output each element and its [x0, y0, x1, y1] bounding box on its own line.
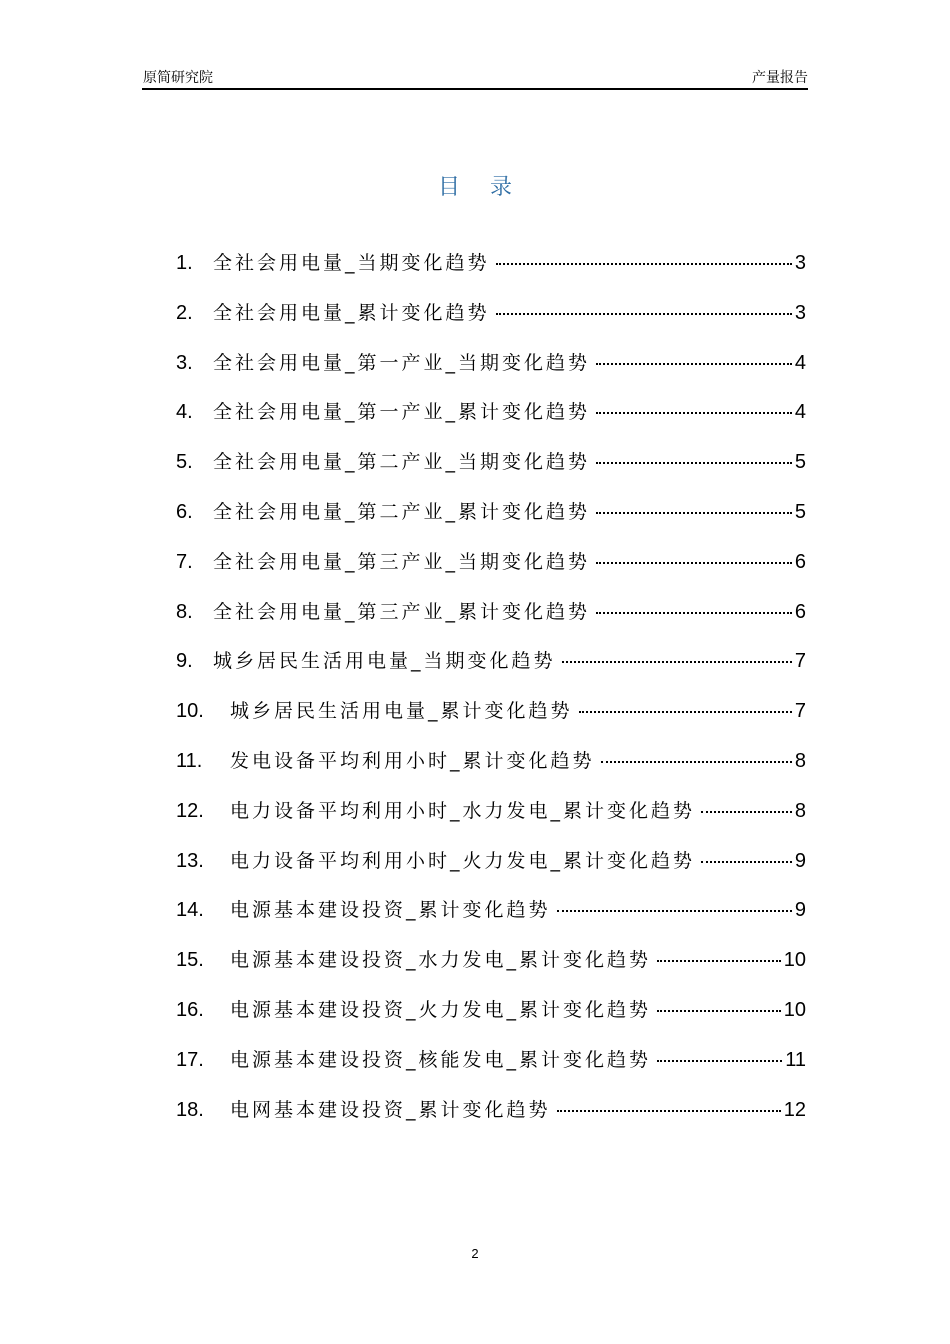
- header-organization: 原简研究院: [143, 69, 213, 85]
- toc-entry-title[interactable]: 全社会用电量_当期变化趋势: [213, 252, 490, 274]
- toc-dot-leader: [657, 1060, 782, 1062]
- toc-entry-title[interactable]: 电源基本建设投资_核能发电_累计变化趋势: [230, 1048, 652, 1071]
- toc-entry-title[interactable]: 城乡居民生活用电量_当期变化趋势: [213, 650, 556, 673]
- toc-entry-title[interactable]: 电源基本建设投资_火力发电_累计变化趋势: [230, 998, 652, 1021]
- toc-dot-leader: [601, 761, 792, 763]
- toc-entry-page[interactable]: 6: [794, 550, 806, 573]
- toc-entry-number: 5.: [176, 451, 193, 474]
- toc-entry-page[interactable]: 3: [794, 301, 806, 324]
- toc-entry-title[interactable]: 城乡居民生活用电量_累计变化趋势: [230, 700, 573, 723]
- toc-entry-number: 1.: [176, 252, 193, 274]
- toc-entry-number: 13.: [176, 849, 204, 872]
- table-of-contents: [176, 248, 806, 1144]
- toc-entry-page[interactable]: 10: [783, 949, 806, 972]
- toc-entry[interactable]: [176, 298, 806, 348]
- toc-entry-number: 18.: [176, 1098, 204, 1121]
- toc-entry-number: 3.: [176, 351, 193, 374]
- toc-entry-title[interactable]: 全社会用电量_第一产业_累计变化趋势: [213, 401, 591, 424]
- toc-entry-title[interactable]: 电源基本建设投资_水力发电_累计变化趋势: [230, 949, 652, 972]
- toc-entry-number: 16.: [176, 998, 204, 1021]
- toc-title: 目录: [437, 175, 542, 200]
- toc-entry-number: 2.: [176, 301, 193, 324]
- toc-dot-leader: [701, 811, 792, 813]
- toc-dot-leader: [496, 313, 792, 315]
- toc-entry[interactable]: [176, 746, 806, 796]
- toc-entry-title[interactable]: 全社会用电量_累计变化趋势: [213, 301, 490, 324]
- toc-entry-page[interactable]: 4: [794, 401, 806, 424]
- toc-entry-number: 11.: [176, 749, 203, 772]
- toc-entry-title[interactable]: 电力设备平均利用小时_水力发电_累计变化趋势: [230, 799, 696, 822]
- toc-entry-number: 8.: [176, 600, 193, 623]
- toc-entry-title[interactable]: 电源基本建设投资_累计变化趋势: [230, 899, 551, 922]
- toc-entry[interactable]: [176, 796, 806, 846]
- toc-dot-leader: [657, 1010, 781, 1012]
- toc-entry-page[interactable]: 4: [794, 351, 806, 374]
- toc-dot-leader: [557, 1110, 781, 1112]
- toc-entry-page[interactable]: 12: [783, 1098, 806, 1121]
- toc-entry-page[interactable]: 9: [794, 899, 806, 922]
- toc-entry-title[interactable]: 电力设备平均利用小时_火力发电_累计变化趋势: [230, 849, 696, 872]
- toc-entry[interactable]: [176, 846, 806, 896]
- toc-dot-leader: [579, 711, 792, 713]
- toc-entry-title[interactable]: 电网基本建设投资_累计变化趋势: [230, 1098, 551, 1121]
- toc-entry-title[interactable]: 全社会用电量_第三产业_累计变化趋势: [213, 600, 591, 623]
- toc-entry[interactable]: [176, 597, 806, 647]
- toc-entry[interactable]: [176, 696, 806, 746]
- toc-dot-leader: [596, 363, 792, 365]
- toc-dot-leader: [657, 960, 781, 962]
- toc-entry-page[interactable]: 6: [794, 600, 806, 623]
- toc-entry[interactable]: [176, 547, 806, 597]
- toc-entry-title[interactable]: 全社会用电量_第二产业_当期变化趋势: [213, 451, 591, 474]
- toc-entry-title[interactable]: 全社会用电量_第二产业_累计变化趋势: [213, 500, 591, 523]
- toc-entry[interactable]: [176, 995, 806, 1045]
- toc-entry-number: 9.: [176, 650, 193, 673]
- toc-entry-page[interactable]: 7: [794, 650, 806, 673]
- toc-entry-number: 7.: [176, 550, 193, 573]
- toc-dot-leader: [557, 910, 792, 912]
- toc-entry-number: 15.: [176, 949, 204, 972]
- toc-dot-leader: [596, 412, 792, 414]
- toc-dot-leader: [596, 512, 792, 514]
- toc-entry[interactable]: [176, 497, 806, 547]
- toc-entry-number: 10.: [176, 700, 204, 723]
- toc-dot-leader: [596, 612, 792, 614]
- toc-entry[interactable]: [176, 895, 806, 945]
- toc-entry-page[interactable]: 11: [785, 1048, 806, 1071]
- toc-entry-title[interactable]: 全社会用电量_第三产业_当期变化趋势: [213, 550, 591, 573]
- toc-entry-title[interactable]: 全社会用电量_第一产业_当期变化趋势: [213, 351, 591, 374]
- toc-entry-number: 6.: [176, 500, 193, 523]
- toc-dot-leader: [701, 861, 792, 863]
- toc-dot-leader: [562, 661, 792, 663]
- toc-entry[interactable]: [176, 248, 806, 298]
- header-report-type: 产量报告: [752, 69, 808, 85]
- toc-entry[interactable]: [176, 348, 806, 398]
- toc-entry-title[interactable]: 发电设备平均利用小时_累计变化趋势: [230, 749, 595, 772]
- toc-entry-page[interactable]: 8: [794, 749, 806, 772]
- toc-entry[interactable]: [176, 1095, 806, 1145]
- toc-entry-page[interactable]: 10: [783, 998, 806, 1021]
- toc-entry-page[interactable]: 8: [794, 799, 806, 822]
- toc-entry-number: 14.: [176, 899, 204, 922]
- toc-entry-page[interactable]: 5: [794, 500, 806, 523]
- toc-entry-number: 17.: [176, 1048, 204, 1071]
- toc-entry-number: 4.: [176, 401, 193, 424]
- toc-entry[interactable]: [176, 1045, 806, 1095]
- page-number: 2: [471, 1246, 479, 1261]
- toc-dot-leader: [496, 263, 792, 265]
- toc-entry[interactable]: [176, 646, 806, 696]
- toc-dot-leader: [596, 462, 792, 464]
- toc-entry-page[interactable]: 7: [794, 700, 806, 723]
- toc-entry[interactable]: [176, 945, 806, 995]
- toc-entry[interactable]: [176, 397, 806, 447]
- toc-entry-number: 12.: [176, 799, 204, 822]
- toc-entry-page[interactable]: 3: [794, 252, 806, 274]
- toc-dot-leader: [596, 562, 792, 564]
- toc-entry-page[interactable]: 5: [794, 451, 806, 474]
- toc-entry-page[interactable]: 9: [794, 849, 806, 872]
- header-divider: [142, 88, 808, 90]
- toc-entry[interactable]: [176, 447, 806, 497]
